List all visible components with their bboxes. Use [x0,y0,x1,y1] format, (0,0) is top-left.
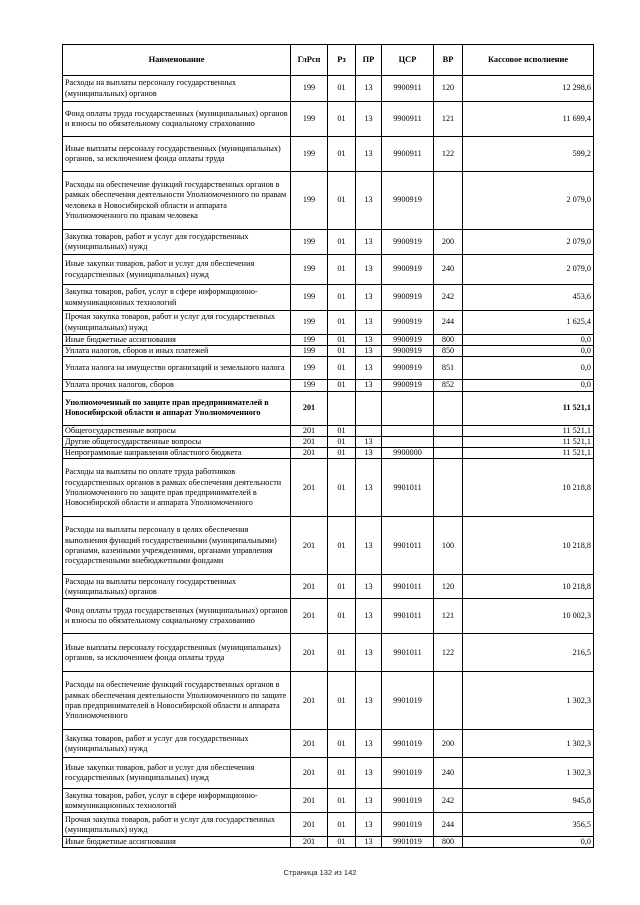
row-amount: 2 079,0 [463,230,594,255]
row-pr: 13 [356,758,382,789]
row-rz: 01 [328,575,356,599]
row-vr [434,436,463,447]
row-rz [328,391,356,425]
table-row [63,730,594,758]
row-name: Иные бюджетные ассигнования [63,837,291,848]
row-amount: 0,0 [463,335,594,346]
row-grp: 199 [291,137,328,172]
row-amount: 1 302,3 [463,672,594,730]
row-amount: 11 521,1 [463,436,594,447]
row-grp: 201 [291,672,328,730]
row-grp: 201 [291,448,328,459]
row-grp: 199 [291,102,328,137]
row-csr: 9901011 [382,575,434,599]
row-grp: 201 [291,634,328,672]
row-grp: 201 [291,813,328,837]
row-amount: 216,5 [463,634,594,672]
row-name: Расходы на выплаты по оплате труда работников государственных органов в рамках обеспечения деятельности Уполномоченного по защите прав предпринимателей в Новосибирской области и аппарата Уполномоченного [63,459,291,517]
row-grp: 199 [291,335,328,346]
row-pr: 13 [356,599,382,634]
table-row [63,837,594,848]
row-amount: 945,8 [463,789,594,813]
row-vr: 200 [434,730,463,758]
table-row [63,102,594,137]
row-grp: 199 [291,357,328,380]
row-pr: 13 [356,137,382,172]
row-rz: 01 [328,137,356,172]
row-amount: 599,2 [463,137,594,172]
table-row [63,459,594,517]
row-grp: 201 [291,758,328,789]
row-grp: 201 [291,391,328,425]
table-row [63,255,594,285]
row-grp: 201 [291,789,328,813]
table-row [63,230,594,255]
row-name: Фонд оплаты труда государственных (муниципальных) органов и взносы по обязательному социальному страхованию [63,102,291,137]
row-csr: 9900919 [382,255,434,285]
table-row [63,76,594,102]
row-amount: 0,0 [463,357,594,380]
row-rz: 01 [328,357,356,380]
row-vr: 200 [434,230,463,255]
row-vr: 120 [434,575,463,599]
row-amount: 10 002,3 [463,599,594,634]
row-rz: 01 [328,335,356,346]
row-csr: 9901019 [382,730,434,758]
header-name: Наименование [63,45,291,76]
table-row [63,380,594,391]
row-rz: 01 [328,255,356,285]
table-row [63,575,594,599]
row-name: Расходы на выплаты персоналу государственных (муниципальных) органов [63,575,291,599]
budget-execution-table [62,44,594,848]
row-pr: 13 [356,285,382,311]
row-pr: 13 [356,575,382,599]
row-csr: 9900919 [382,346,434,357]
row-vr: 240 [434,255,463,285]
row-csr: 9900919 [382,357,434,380]
row-pr: 13 [356,837,382,848]
header-grp: ГлРсп [291,45,328,76]
row-amount: 10 218,8 [463,459,594,517]
row-csr: 9901011 [382,634,434,672]
row-amount: 2 079,0 [463,255,594,285]
row-name: Уплата налога на имущество организаций и земельного налога [63,357,291,380]
row-vr [434,172,463,230]
header-rz: Рз [328,45,356,76]
row-pr: 13 [356,380,382,391]
row-rz: 01 [328,837,356,848]
row-pr: 13 [356,448,382,459]
row-rz: 01 [328,172,356,230]
row-amount: 1 302,3 [463,730,594,758]
row-name: Закупка товаров, работ и услуг для государственных (муниципальных) нужд [63,230,291,255]
row-amount: 12 298,6 [463,76,594,102]
row-pr [356,425,382,436]
row-pr: 13 [356,436,382,447]
row-grp: 199 [291,255,328,285]
row-pr: 13 [356,255,382,285]
row-name: Иные выплаты персоналу государственных (муниципальных) органов, за исключением фонда оплаты труда [63,137,291,172]
row-csr: 9900000 [382,448,434,459]
budget-table-container [62,44,593,848]
row-name: Закупка товаров, работ и услуг для государственных (муниципальных) нужд [63,730,291,758]
row-csr: 9900911 [382,137,434,172]
row-pr: 13 [356,102,382,137]
row-amount: 356,5 [463,813,594,837]
row-csr: 9900919 [382,380,434,391]
row-amount: 11 699,4 [463,102,594,137]
row-csr: 9901019 [382,789,434,813]
row-name: Иные закупки товаров, работ и услуг для обеспечения государственных (муниципальных) нужд [63,758,291,789]
row-amount: 11 521,1 [463,391,594,425]
row-name: Закупка товаров, работ, услуг в сфере информационно-коммуникационных технологий [63,789,291,813]
row-pr: 13 [356,335,382,346]
row-grp: 199 [291,76,328,102]
row-csr: 9901019 [382,672,434,730]
row-rz: 01 [328,346,356,357]
row-name: Прочая закупка товаров, работ и услуг для государственных (муниципальных) нужд [63,813,291,837]
table-header-row [63,45,594,76]
row-name: Расходы на выплаты персоналу в целях обеспечения выполнения функций государственными (муниципальными) органами, казенными учреждениями, органами управления государственными внебюджетными фондами [63,517,291,575]
row-pr: 13 [356,634,382,672]
row-amount: 2 079,0 [463,172,594,230]
row-rz: 01 [328,76,356,102]
row-rz: 01 [328,436,356,447]
row-csr: 9901011 [382,459,434,517]
table-row [63,758,594,789]
table-row [63,789,594,813]
table-row [63,335,594,346]
row-amount: 453,6 [463,285,594,311]
header-vr: ВР [434,45,463,76]
row-rz: 01 [328,758,356,789]
row-csr: 9901019 [382,758,434,789]
row-rz: 01 [328,813,356,837]
row-csr: 9901019 [382,813,434,837]
table-row [63,346,594,357]
row-grp: 199 [291,285,328,311]
row-name: Закупка товаров, работ, услуг в сфере информационно-коммуникационных технологий [63,285,291,311]
row-csr: 9901011 [382,599,434,634]
row-grp: 201 [291,837,328,848]
row-name: Уплата прочих налогов, сборов [63,380,291,391]
row-csr: 9900919 [382,285,434,311]
row-vr: 851 [434,357,463,380]
row-vr: 121 [434,102,463,137]
row-pr: 13 [356,517,382,575]
table-row [63,634,594,672]
table-body [63,76,594,848]
row-grp: 201 [291,599,328,634]
row-pr: 13 [356,230,382,255]
row-amount: 0,0 [463,380,594,391]
row-vr: 800 [434,335,463,346]
row-rz: 01 [328,425,356,436]
row-csr: 9900919 [382,230,434,255]
row-amount: 1 625,4 [463,311,594,335]
row-pr: 13 [356,813,382,837]
row-vr: 122 [434,634,463,672]
row-grp: 199 [291,311,328,335]
row-vr: 121 [434,599,463,634]
table-row [63,672,594,730]
row-name: Иные закупки товаров, работ и услуг для обеспечения государственных (муниципальных) нужд [63,255,291,285]
row-grp: 201 [291,575,328,599]
row-csr: 9900911 [382,76,434,102]
row-name: Уплата налогов, сборов и иных платежей [63,346,291,357]
table-row [63,311,594,335]
row-grp: 199 [291,172,328,230]
table-row [63,599,594,634]
row-pr: 13 [356,311,382,335]
row-csr [382,391,434,425]
table-row [63,357,594,380]
row-name: Расходы на обеспечение функций государственных органов в рамках обеспечения деятельности Уполномоченного по правам человека в Новосибирской области и аппарата Уполномоченного по правам человека [63,172,291,230]
row-rz: 01 [328,102,356,137]
row-amount: 11 521,1 [463,425,594,436]
row-csr [382,425,434,436]
row-csr [382,436,434,447]
row-pr: 13 [356,76,382,102]
row-vr [434,448,463,459]
table-row [63,172,594,230]
row-vr: 800 [434,837,463,848]
row-vr [434,391,463,425]
row-pr [356,391,382,425]
row-name: Иные бюджетные ассигнования [63,335,291,346]
row-grp: 201 [291,517,328,575]
row-vr: 240 [434,758,463,789]
row-amount: 0,0 [463,837,594,848]
row-vr: 244 [434,311,463,335]
row-amount: 10 218,8 [463,517,594,575]
row-name: Расходы на обеспечение функций государственных органов в рамках обеспечения деятельности Уполномоченного по защите прав предпринимателей в Новосибирской области и аппарата Уполномоченного [63,672,291,730]
header-csr: ЦСР [382,45,434,76]
row-grp: 201 [291,730,328,758]
row-rz: 01 [328,789,356,813]
row-pr: 13 [356,672,382,730]
row-vr: 242 [434,789,463,813]
row-vr: 100 [434,517,463,575]
row-vr: 850 [434,346,463,357]
row-vr: 242 [434,285,463,311]
row-name: Фонд оплаты труда государственных (муниципальных) органов и взносы по обязательному социальному страхованию [63,599,291,634]
row-amount: 0,0 [463,346,594,357]
row-vr [434,425,463,436]
row-vr: 122 [434,137,463,172]
row-rz: 01 [328,380,356,391]
row-rz: 01 [328,517,356,575]
row-amount: 1 302,3 [463,758,594,789]
table-row [63,137,594,172]
row-pr: 13 [356,730,382,758]
row-vr [434,459,463,517]
row-rz: 01 [328,448,356,459]
table-row [63,517,594,575]
row-pr: 13 [356,172,382,230]
row-rz: 01 [328,599,356,634]
row-csr: 9901011 [382,517,434,575]
row-grp: 201 [291,425,328,436]
row-name: Общегосударственные вопросы [63,425,291,436]
row-rz: 01 [328,634,356,672]
row-rz: 01 [328,730,356,758]
row-name: Уполномоченный по защите прав предпринимателей в Новосибирской области и аппарат Уполномоченного [63,391,291,425]
row-amount: 10 218,8 [463,575,594,599]
table-row [63,285,594,311]
row-rz: 01 [328,311,356,335]
page-number: Страница 132 из 142 [283,868,357,877]
row-vr: 852 [434,380,463,391]
row-vr [434,672,463,730]
header-amount: Кассовое исполнение [463,45,594,76]
row-pr: 13 [356,789,382,813]
row-name: Другие общегосударственные вопросы [63,436,291,447]
row-amount: 11 521,1 [463,448,594,459]
row-grp: 201 [291,459,328,517]
table-row [63,391,594,425]
row-csr: 9901019 [382,837,434,848]
row-vr: 244 [434,813,463,837]
row-rz: 01 [328,672,356,730]
row-pr: 13 [356,459,382,517]
row-name: Прочая закупка товаров, работ и услуг для государственных (муниципальных) нужд [63,311,291,335]
row-csr: 9900911 [382,102,434,137]
row-grp: 199 [291,346,328,357]
row-pr: 13 [356,346,382,357]
row-csr: 9900919 [382,335,434,346]
row-name: Иные выплаты персоналу государственных (муниципальных) органов, за исключением фонда оплаты труда [63,634,291,672]
row-grp: 201 [291,436,328,447]
row-rz: 01 [328,230,356,255]
row-csr: 9900919 [382,172,434,230]
row-grp: 199 [291,380,328,391]
row-rz: 01 [328,459,356,517]
table-row [63,813,594,837]
table-row [63,436,594,447]
row-csr: 9900919 [382,311,434,335]
row-pr: 13 [356,357,382,380]
table-row [63,448,594,459]
row-vr: 120 [434,76,463,102]
row-rz: 01 [328,285,356,311]
header-pr: ПР [356,45,382,76]
table-row [63,425,594,436]
row-name: Расходы на выплаты персоналу государственных (муниципальных) органов [63,76,291,102]
row-grp: 199 [291,230,328,255]
row-name: Непрограммные направления областного бюджета [63,448,291,459]
